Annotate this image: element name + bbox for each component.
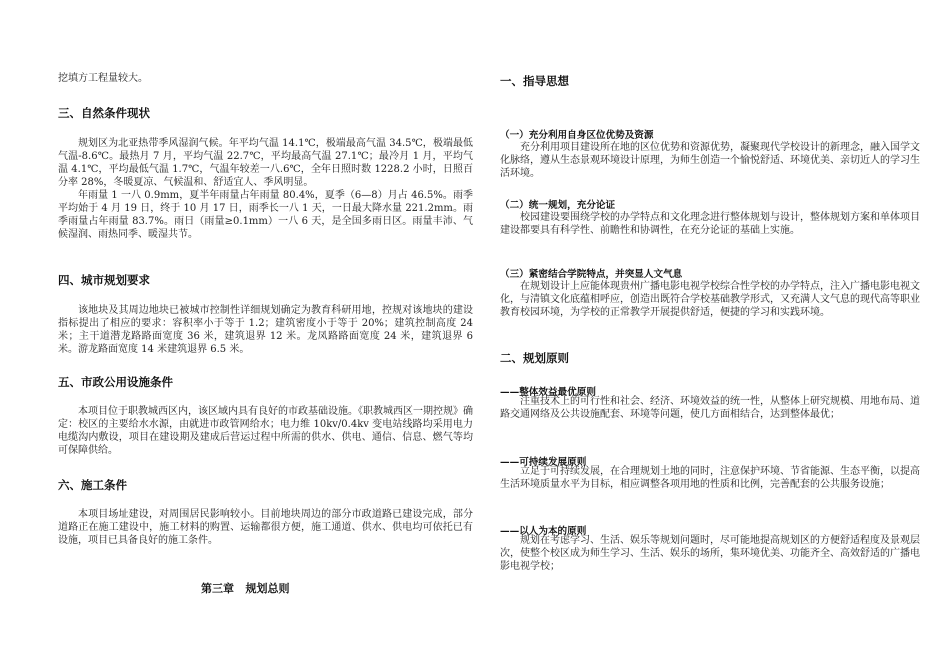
- public-facilities-body: [58, 405, 473, 457]
- paragraph-planning-requirements: 该地块及其周边地块已被城市控制性详细规划确定为教育科研用地，控规对该地块的建设指标提出了相应的要求：容积率小于等于 1.2；建筑密度小于等于 20%；建筑控制高度 24 米；主干道潜龙路路面宽度 36 米，建筑退界 12 米。龙凤路路面宽度 24 米，建筑退界 6 米。游龙路面宽度 14 米建筑退界 6.5 米。: [58, 305, 473, 355]
- section-title-guiding-ideology: 一、指导思想: [500, 74, 569, 88]
- paragraph-overall-benefit: 注重技术上的可行性和社会、经济、环境效益的统一性，从整体上研究规模、用地布局、道路交通网络及公共设施配套、环境等问题，使几方面相结合，达到整体最优；: [500, 396, 920, 420]
- paragraph-sustainable: 立足于可持续发展，在合理规划土地的同时，注意保护环境、节省能源、生态平衡，以提高生活环境质量水平为目标，相应调整各项用地的性质和比例，完善配套的公共服务设施；: [500, 466, 920, 490]
- location-advantage-body: [500, 141, 920, 180]
- chapter-title: 第三章 规划总则: [201, 582, 290, 595]
- paragraph-public-facilities: 本项目位于职教城西区内，该区域内具有良好的市政基础设施。《职教城西区一期控规》确定：校区的主要给水水源，由就进市政管网给水；电力维 10kv/0.4kv 变电站线路均采用电力电缆沟内敷设，项目在建设期及建成后营运过程中所需的供水、供电、通信、信息、燃气等均可保障供给。: [58, 406, 473, 456]
- principle-title-overall-benefit: ——整体效益最优原则: [500, 387, 596, 398]
- paragraph-unified-planning: 校园建设要围绕学校的办学特点和文化理念进行整体规划与设计，整体规划方案和单体项目建设都要具有科学性、前瞻性和协调性，在充分论证的基础上实施。: [500, 212, 920, 236]
- subsection-title-location-advantage: （一）充分利用自身区位优势及资源: [500, 130, 654, 141]
- paragraph-humanistic: 在规划设计上应能体现贵州广播电影电视学校综合性学校的办学特点，注入广播电影电视文化，与清镇文化底蕴相呼应，创造出既符合学校基础教学形式，又充满人文气息的现代高等职业教育校园环境，为学校的正常教学开展提供舒适，便捷的学习和实践环境。: [500, 281, 920, 318]
- paragraph-construction: 本项目场址建设，对周围居民影响较小。目前地块周边的部分市政道路已建设完成，部分道路正在施工建设中，施工材料的购置、运输都很方便，施工通道、供水、供电均可依托已有设施，项目已具备良好的施工条件。: [58, 509, 473, 546]
- section-title-public-facilities: 五、市政公用设施条件: [58, 375, 173, 389]
- subsection-title-unified-planning: （二）统一规划，充分论证: [500, 200, 616, 211]
- natural-conditions-body: [58, 137, 473, 241]
- section-title-natural-conditions: 三、自然条件现状: [58, 106, 150, 120]
- section-title-construction: 六、施工条件: [58, 478, 127, 492]
- sustainable-body: [500, 465, 920, 491]
- humanistic-body: [500, 280, 920, 319]
- subsection-title-humanistic: （三）紧密结合学院特点，并突显人文气息: [500, 269, 683, 280]
- paragraph-rainfall: 年雨量 1 一八 0.9mm，夏半年雨量占年雨量 80.4%，夏季（6—8）月占 46.5%。雨季平均始于 4 月 19 日，终于 10 月 17 日，雨季长一八 1 天，一日最大降水量 221.2mm。雨季雨量占年雨量 83.7%。雨日（雨量≥0.1mm）一八 6 天，是全国多雨日区。雨量丰沛、气候湿润、雨热同季、暖湿共节。: [58, 190, 473, 240]
- section-title-urban-planning: 四、城市规划要求: [58, 273, 150, 287]
- unified-planning-body: [500, 211, 920, 237]
- paragraph-people-oriented: 规划在考虑学习、生活、娱乐等规划问题时，尽可能地提高规划区的方便舒适程度及景观层次，使整个校区成为师生学习、生活、娱乐的场所，集环境优美、功能齐全、高效舒适的广播电影电视学校；: [500, 535, 920, 572]
- urban-planning-body: [58, 304, 473, 356]
- principle-title-people-oriented: ——以人为本的原则: [500, 526, 587, 537]
- paragraph-location-advantage: 充分利用项目建设所在地的区位优势和资源优势，凝聚现代学校设计的新理念，融入国学文化脉络，遵从生态景观环境设计原理，为师生创造一个愉悦舒适、环境优美、亲切近人的学习生活环境。: [500, 142, 920, 179]
- section-title-planning-principles: 二、规划原则: [500, 351, 569, 365]
- overall-benefit-body: [500, 395, 920, 421]
- construction-body: [58, 508, 473, 547]
- people-oriented-body: [500, 534, 920, 573]
- paragraph-climate: 规划区为北亚热带季风湿润气候。年平均气温 14.1℃，极端最高气温 34.5℃，极端最低气温-8.6℃。最热月 7 月，平均气温 22.7℃，平均最高气温 27.1℃；最冷月 1 月，平均气温 4.1℃，平均最低气温 1.7℃，气温年较差一八.6℃，全年日照时数 1228.2 小时，日照百分率 28%，冬暖夏凉、气候温和、舒适宜人、季风明显。: [58, 138, 473, 188]
- principle-title-sustainable: ——可持续发展原则: [500, 457, 587, 468]
- intro-line: 挖填方工程量较大。: [58, 73, 148, 84]
